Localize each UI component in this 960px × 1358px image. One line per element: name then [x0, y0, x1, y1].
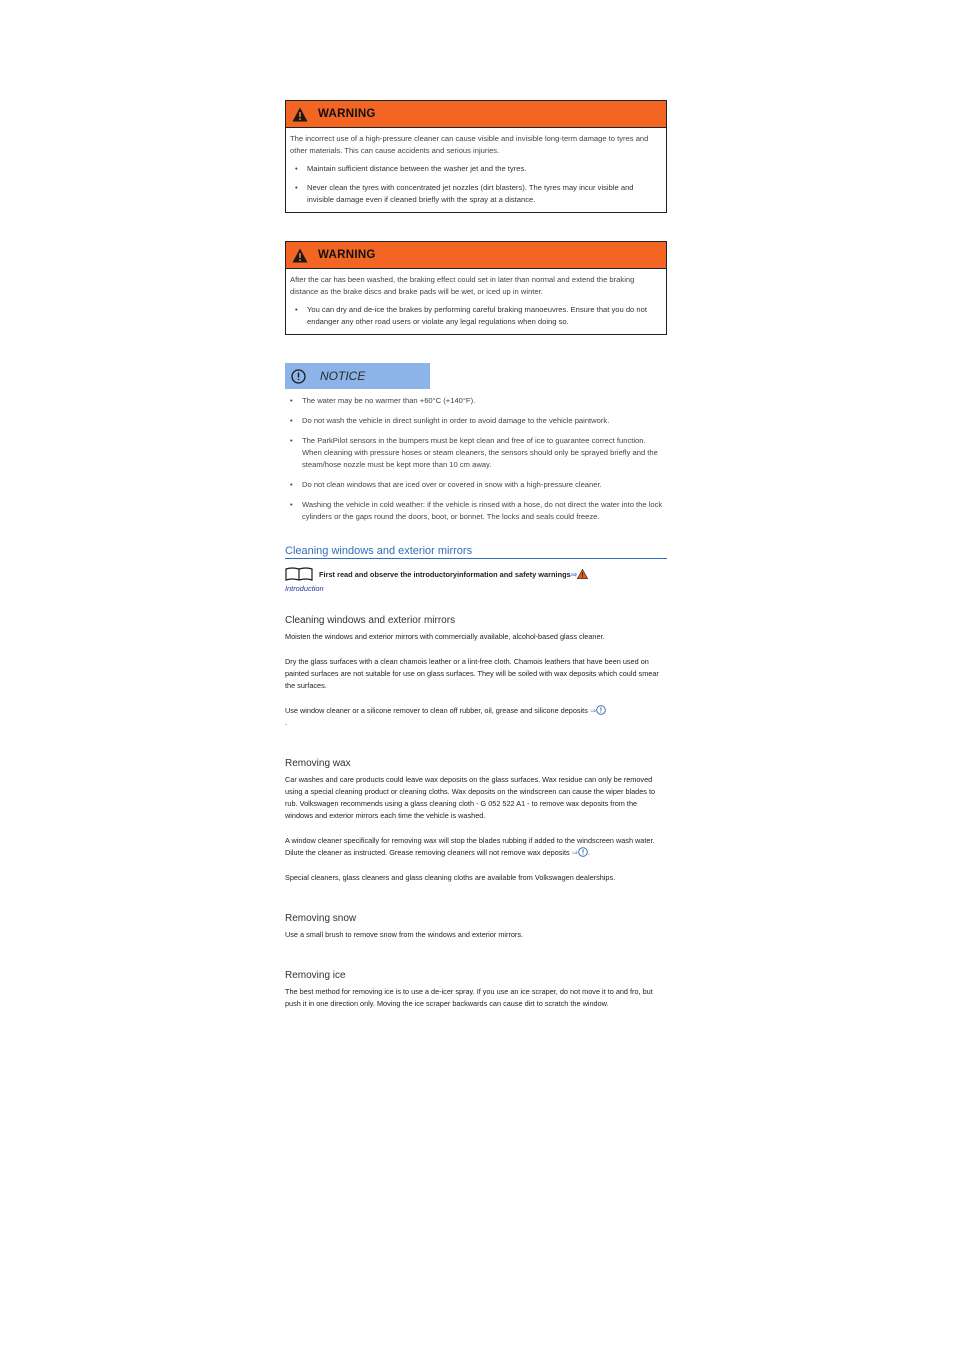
paragraph: [285, 835, 667, 859]
subsection-heading: Removing ice: [285, 970, 346, 981]
notice-ref-arrow: ⇒: [571, 848, 578, 857]
paragraph: The best method for removing ice is to use a de-icer spray. If you use an ice scraper, do not move it to and fro, but push it in one direction only. Moving the ice scraper backwards can cause dirt to scratch the window.: [285, 987, 653, 1008]
paragraph-end: .: [587, 848, 590, 857]
warning-triangle-icon: [292, 248, 308, 263]
warning-title: WARNING: [318, 249, 376, 261]
paragraph: Dry the glass surfaces with a clean chamois leather or a lint-free cloth. Chamois leathers that have been used on painted surfaces are not suitable for use on glass surfaces. They will be soiled with wax deposits which could smear the surfaces.: [285, 657, 659, 690]
intro-line: [285, 567, 667, 581]
notice-exclamation-icon[interactable]: [578, 847, 588, 857]
warning-box-braking: [285, 241, 667, 335]
warning-header: [286, 242, 666, 269]
notice-list-item: • Do not wash the vehicle in direct sunlight in order to avoid damage to the vehicle paintwork.: [285, 415, 667, 427]
notice-title: NOTICE: [320, 369, 366, 383]
notice-exclamation-icon: [291, 369, 306, 384]
paragraph-text: A window cleaner specifically for removing wax will stop the blades rubbing if added to the windscreen wash water. Dilute the cleaner as instructed. Grease removing cleaners will not remove wax deposits: [285, 836, 655, 857]
warning-list-item: • Never clean the tyres with concentrated jet nozzles (dirt blasters). The tyres may incur visible and invisible damage even if cleaned briefly with the spray at a distance.: [290, 182, 662, 206]
notice-list-item: • Washing the vehicle in cold weather: if the vehicle is rinsed with a hose, do not direct the water into the lock cylinders or the gaps round the doors, boot, or bonnet. The locks and seals could freeze.: [285, 499, 667, 523]
page-content: [285, 100, 667, 1010]
notice-list-item: • Do not clean windows that are iced over or covered in snow with a high-pressure cleaner.: [285, 479, 667, 491]
paragraph: Car washes and care products could leave wax deposits on the glass surfaces. Wax residue can only be removed using a special cleaning product or cleaning cloths. Wax deposits on the windscreen can cause the wiper blades to rub. Volkswagen recommends using a glass cleaning cloth - G 052 522 A1 - to remove wax deposits from the windows and exterior mirrors each time the vehicle is washed.: [285, 775, 656, 820]
warning-header: [286, 101, 666, 128]
subsection-heading: Removing snow: [285, 913, 357, 924]
warning-body: [286, 128, 666, 212]
warning-list-item: • Maintain sufficient distance between the washer jet and the tyres.: [290, 163, 662, 175]
warning-intro: The incorrect use of a high-pressure cleaner can cause visible and invisible long-term damage to tyres and other materials. This can cause accidents and serious injuries.: [290, 134, 649, 155]
notice-header: [285, 363, 430, 389]
warning-intro: After the car has been washed, the braking effect could set in later than normal and extend the braking distance as the brake discs and brake pads will be wet, or iced up in winter.: [290, 275, 635, 296]
notice-exclamation-icon[interactable]: [596, 705, 606, 715]
introduction-link[interactable]: Introduction: [285, 584, 324, 593]
notice-list: [285, 395, 667, 523]
warning-title: WARNING: [318, 108, 376, 120]
subsection-heading: Cleaning windows and exterior mirrors: [285, 615, 456, 626]
warning-list: [290, 163, 662, 206]
warning-list: [290, 304, 662, 328]
paragraph: [285, 705, 667, 729]
warning-list-item: • You can dry and de-ice the brakes by performing careful braking manoeuvres. Ensure that you do not endanger any other road users or violate any legal regulations when doing so.: [290, 304, 662, 328]
paragraph: Use a small brush to remove snow from the windows and exterior mirrors.: [285, 930, 524, 939]
paragraph-text: Use window cleaner or a silicone remover to clean off rubber, oil, grease and silicone deposits: [285, 706, 588, 715]
intro-arrow: ⇒: [570, 570, 577, 579]
intro-text-label: First read and observe the introductoryinformation and safety warnings: [319, 570, 571, 579]
paragraph-end: .: [285, 718, 288, 727]
paragraph: Special cleaners, glass cleaners and glass cleaning cloths are available from Volkswagen dealerships.: [285, 873, 616, 882]
subsection-heading: Removing wax: [285, 758, 351, 769]
warning-box-high-pressure: [285, 100, 667, 213]
warning-body: [286, 269, 666, 334]
warning-triangle-icon: [292, 107, 308, 122]
paragraph: Moisten the windows and exterior mirrors with commercially available, alcohol-based glass cleaner.: [285, 632, 605, 641]
notice-list-item: • The water may be no warmer than +60°C (+140°F).: [285, 395, 667, 407]
warning-triangle-icon[interactable]: [577, 569, 588, 579]
intro-text: [319, 567, 588, 579]
section-title: Cleaning windows and exterior mirrors: [285, 545, 667, 559]
notice-list-item: • The ParkPilot sensors in the bumpers must be kept clean and free of ice to guarantee correct function. When cleaning with pressure hoses or steam cleaners, the sensors should only be sprayed briefly and the steam/hose nozzle must be kept more than 10 cm away.: [285, 435, 667, 471]
book-icon: [285, 567, 313, 581]
notice-ref-arrow: ⇒: [589, 706, 597, 715]
